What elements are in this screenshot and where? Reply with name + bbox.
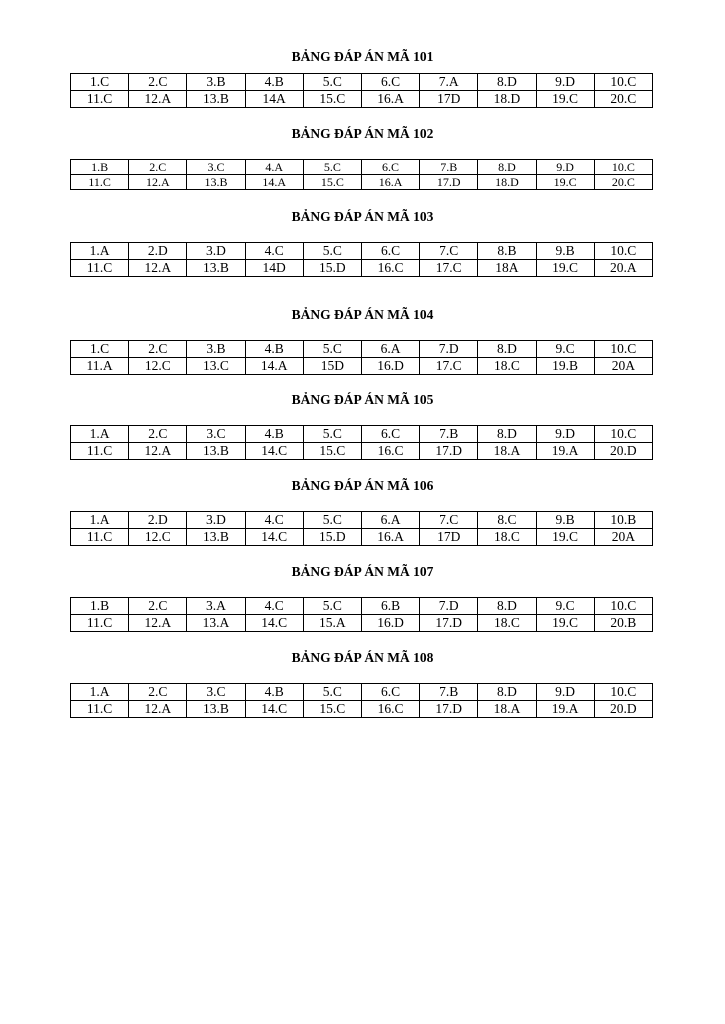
section-title: BẢNG ĐÁP ÁN MÃ 103 [291, 209, 434, 224]
answer-cell: 19.A [536, 701, 594, 718]
answer-cell: 15.C [303, 443, 361, 460]
answer-cell: 1.A [71, 684, 129, 701]
table-row [71, 160, 653, 175]
answer-cell: 20.C [594, 91, 652, 108]
section-title: BẢNG ĐÁP ÁN MÃ 108 [291, 650, 434, 665]
answer-cell: 7.D [420, 341, 478, 358]
answer-cell: 19.C [536, 615, 594, 632]
answer-cell: 14.C [245, 615, 303, 632]
answer-cell: 12.A [129, 615, 187, 632]
answer-cell: 2.C [129, 684, 187, 701]
answer-cell: 8.B [478, 243, 536, 260]
answer-cell: 16.C [361, 701, 419, 718]
answer-cell: 14.C [245, 701, 303, 718]
answer-cell: 4.B [245, 426, 303, 443]
answer-table [70, 597, 653, 632]
answer-cell: 17.C [420, 260, 478, 277]
answer-cell: 15.C [303, 701, 361, 718]
answer-cell: 5.C [303, 684, 361, 701]
answer-cell: 11.C [71, 175, 129, 190]
answer-cell: 4.B [245, 341, 303, 358]
answer-key-104 [70, 307, 653, 373]
answer-cell: 17.D [420, 615, 478, 632]
answer-cell: 8.D [478, 426, 536, 443]
answer-cell: 16.C [361, 260, 419, 277]
answer-cell: 17.C [420, 358, 478, 375]
answer-cell: 2.C [129, 341, 187, 358]
answer-cell: 5.C [303, 160, 361, 175]
table-row [71, 615, 653, 632]
table-row [71, 529, 653, 546]
answer-cell: 3.D [187, 243, 245, 260]
answer-cell: 5.C [303, 341, 361, 358]
answer-cell: 19.C [536, 175, 594, 190]
table-row [71, 175, 653, 190]
answer-cell: 9.C [536, 341, 594, 358]
answer-cell: 9.D [536, 684, 594, 701]
answer-cell: 2.C [129, 598, 187, 615]
answer-cell: 8.D [478, 74, 536, 91]
table-row [71, 341, 653, 358]
answer-cell: 18.D [478, 91, 536, 108]
answer-cell: 9.D [536, 74, 594, 91]
answer-cell: 10.C [594, 243, 652, 260]
answer-cell: 4.B [245, 684, 303, 701]
answer-cell: 4.C [245, 512, 303, 529]
answer-cell: 12.C [129, 358, 187, 375]
answer-cell: 18.C [478, 615, 536, 632]
answer-table [70, 425, 653, 460]
answer-cell: 11.C [71, 529, 129, 546]
answer-cell: 17D [420, 529, 478, 546]
answer-cell: 7.B [420, 160, 478, 175]
answer-cell: 14.A [245, 358, 303, 375]
answer-cell: 3.B [187, 74, 245, 91]
answer-cell: 6.A [361, 341, 419, 358]
answer-cell: 13.B [187, 260, 245, 277]
answer-key-102 [70, 126, 653, 189]
answer-cell: 3.B [187, 341, 245, 358]
answer-cell: 5.C [303, 598, 361, 615]
table-row [71, 260, 653, 277]
answer-table [70, 511, 653, 546]
answer-cell: 16.A [361, 529, 419, 546]
answer-cell: 15.D [303, 260, 361, 277]
answer-cell: 15.A [303, 615, 361, 632]
answer-cell: 11.A [71, 358, 129, 375]
section-title: BẢNG ĐÁP ÁN MÃ 106 [291, 478, 434, 493]
answer-cell: 14.C [245, 529, 303, 546]
answer-cell: 10.C [594, 426, 652, 443]
answer-cell: 5.C [303, 243, 361, 260]
answer-cell: 8.D [478, 598, 536, 615]
table-row [71, 598, 653, 615]
answer-cell: 8.C [478, 512, 536, 529]
answer-cell: 9.D [536, 160, 594, 175]
answer-cell: 11.C [71, 701, 129, 718]
answer-cell: 18A [478, 260, 536, 277]
answer-cell: 1.B [71, 160, 129, 175]
answer-cell: 16.A [361, 175, 419, 190]
answer-cell: 10.C [594, 74, 652, 91]
answer-cell: 2.C [129, 74, 187, 91]
answer-cell: 17.D [420, 443, 478, 460]
answer-cell: 12.A [129, 443, 187, 460]
answer-cell: 1.C [71, 74, 129, 91]
answer-cell: 9.B [536, 243, 594, 260]
answer-cell: 3.C [187, 426, 245, 443]
answer-cell: 10.C [594, 341, 652, 358]
section-title: BẢNG ĐÁP ÁN MÃ 102 [291, 126, 434, 141]
answer-cell: 6.C [361, 243, 419, 260]
section-title: BẢNG ĐÁP ÁN MÃ 101 [291, 49, 434, 64]
answer-cell: 7.D [420, 598, 478, 615]
answer-cell: 7.A [420, 74, 478, 91]
answer-cell: 17.D [420, 701, 478, 718]
answer-cell: 3.D [187, 512, 245, 529]
answer-cell: 9.C [536, 598, 594, 615]
answer-cell: 9.D [536, 426, 594, 443]
answer-cell: 8.D [478, 341, 536, 358]
answer-cell: 20A [594, 529, 652, 546]
answer-cell: 7.C [420, 243, 478, 260]
table-row [71, 443, 653, 460]
table-row [71, 684, 653, 701]
answer-cell: 18.A [478, 701, 536, 718]
answer-cell: 19.B [536, 358, 594, 375]
answer-cell: 18.D [478, 175, 536, 190]
answer-table [70, 340, 653, 375]
answer-cell: 14D [245, 260, 303, 277]
answer-cell: 12.A [129, 701, 187, 718]
answer-cell: 20.C [594, 175, 652, 190]
answer-cell: 2.C [129, 426, 187, 443]
table-row [71, 426, 653, 443]
answer-table [70, 683, 653, 718]
answer-cell: 19.C [536, 529, 594, 546]
answer-cell: 13.C [187, 358, 245, 375]
answer-cell: 16.D [361, 615, 419, 632]
answer-cell: 16.C [361, 443, 419, 460]
answer-cell: 6.B [361, 598, 419, 615]
answer-cell: 1.B [71, 598, 129, 615]
answer-cell: 5.C [303, 512, 361, 529]
answer-cell: 12.C [129, 529, 187, 546]
answer-cell: 13.B [187, 529, 245, 546]
table-row [71, 74, 653, 91]
answer-cell: 12.A [129, 260, 187, 277]
answer-cell: 12.A [129, 175, 187, 190]
answer-cell: 16.D [361, 358, 419, 375]
answer-cell: 6.C [361, 684, 419, 701]
answer-cell: 11.C [71, 260, 129, 277]
answer-key-103 [70, 209, 653, 275]
answer-cell: 20.B [594, 615, 652, 632]
answer-cell: 19.C [536, 91, 594, 108]
answer-cell: 20.D [594, 443, 652, 460]
answer-cell: 18.C [478, 358, 536, 375]
answer-cell: 7.B [420, 426, 478, 443]
answer-cell: 3.A [187, 598, 245, 615]
answer-cell: 13.A [187, 615, 245, 632]
answer-cell: 4.B [245, 74, 303, 91]
answer-key-105 [70, 392, 653, 458]
answer-cell: 1.A [71, 243, 129, 260]
answer-key-106 [70, 478, 653, 544]
answer-cell: 15.C [303, 175, 361, 190]
answer-cell: 10.C [594, 684, 652, 701]
answer-cell: 11.C [71, 615, 129, 632]
answer-cell: 15.D [303, 529, 361, 546]
answer-cell: 13.B [187, 443, 245, 460]
answer-table [70, 159, 653, 190]
table-row [71, 358, 653, 375]
answer-cell: 13.B [187, 175, 245, 190]
answer-key-108 [70, 650, 653, 716]
answer-cell: 2.C [129, 160, 187, 175]
answer-cell: 13.B [187, 91, 245, 108]
answer-table [70, 242, 653, 277]
answer-cell: 19.A [536, 443, 594, 460]
answer-cell: 2.D [129, 512, 187, 529]
answer-cell: 2.D [129, 243, 187, 260]
answer-cell: 17.D [420, 175, 478, 190]
answer-key-107 [70, 564, 653, 630]
answer-cell: 8.D [478, 684, 536, 701]
answer-cell: 11.C [71, 443, 129, 460]
answer-cell: 5.C [303, 74, 361, 91]
table-row [71, 512, 653, 529]
answer-cell: 6.C [361, 160, 419, 175]
answer-cell: 10.C [594, 598, 652, 615]
answer-cell: 10.B [594, 512, 652, 529]
table-row [71, 243, 653, 260]
table-row [71, 701, 653, 718]
answer-cell: 14A [245, 91, 303, 108]
section-title: BẢNG ĐÁP ÁN MÃ 105 [291, 392, 434, 407]
answer-cell: 5.C [303, 426, 361, 443]
answer-cell: 16.A [361, 91, 419, 108]
answer-cell: 1.A [71, 426, 129, 443]
answer-cell: 17D [420, 91, 478, 108]
answer-cell: 4.C [245, 598, 303, 615]
answer-cell: 7.B [420, 684, 478, 701]
answer-cell: 7.C [420, 512, 478, 529]
answer-cell: 13.B [187, 701, 245, 718]
answer-cell: 20A [594, 358, 652, 375]
answer-cell: 15D [303, 358, 361, 375]
answer-cell: 8.D [478, 160, 536, 175]
answer-cell: 6.C [361, 426, 419, 443]
answer-cell: 6.A [361, 512, 419, 529]
answer-cell: 15.C [303, 91, 361, 108]
answer-cell: 14.A [245, 175, 303, 190]
section-title: BẢNG ĐÁP ÁN MÃ 107 [291, 564, 434, 579]
answer-cell: 4.A [245, 160, 303, 175]
answer-cell: 3.C [187, 160, 245, 175]
answer-cell: 14.C [245, 443, 303, 460]
answer-cell: 11.C [71, 91, 129, 108]
answer-cell: 10.C [594, 160, 652, 175]
answer-cell: 19.C [536, 260, 594, 277]
answer-cell: 6.C [361, 74, 419, 91]
answer-cell: 18.A [478, 443, 536, 460]
answer-cell: 20.D [594, 701, 652, 718]
answer-cell: 9.B [536, 512, 594, 529]
answer-cell: 1.A [71, 512, 129, 529]
answer-cell: 1.C [71, 341, 129, 358]
answer-cell: 20.A [594, 260, 652, 277]
table-row [71, 91, 653, 108]
answer-table [70, 73, 653, 108]
answer-cell: 18.C [478, 529, 536, 546]
answer-cell: 4.C [245, 243, 303, 260]
answer-cell: 12.A [129, 91, 187, 108]
section-title: BẢNG ĐÁP ÁN MÃ 104 [291, 307, 434, 322]
answer-cell: 3.C [187, 684, 245, 701]
answer-key-101 [70, 49, 653, 106]
